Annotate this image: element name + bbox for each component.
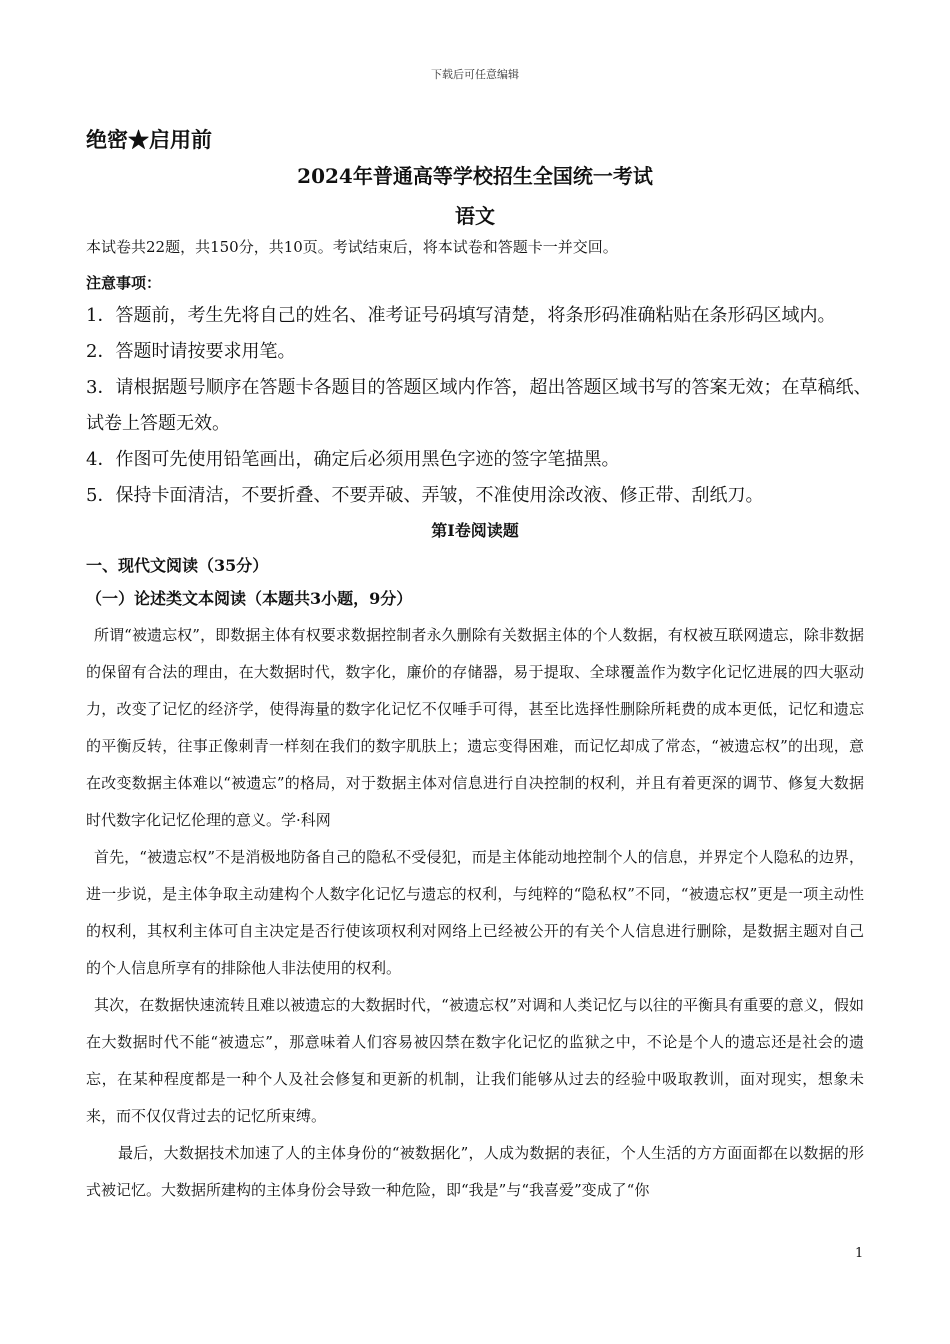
note-item: 3．请根据题号顺序在答题卡各题目的答题区域内作答，超出答题区域书写的答案无效；在草稿纸、试卷上答题无效。 [86,377,872,434]
passage-paragraph: 首先，“被遗忘权”不是消极地防备自己的隐私不受侵犯，而是主体能动地控制个人的信息，并界定个人隐私的边界，进一步说，是主体争取主动建构个人数字化记忆与遗忘的权利，与纯粹的“隐私权”不同，“被遗忘权”更是一项主动性的权利，其权利主体可自主决定是否行使该项权利对网络上已经被公开的有关个人信息进行删除，是数据主题对自己的个人信息所享有的排除他人非法使用的权利。 [86,848,864,977]
note-item: 5．保持卡面清洁，不要折叠、不要弄破、弄皱，不准使用涂改液、修正带、刮纸刀。 [86,485,764,506]
part-title: 第Ⅰ卷阅读题 [431,521,519,540]
note-item: 2．答题时请按要求用笔。 [86,341,296,362]
notes-list [86,298,886,514]
secret-label: 绝密★启用前 [86,127,212,152]
passage-paragraph: 最后，大数据技术加速了人的主体身份的“被数据化”，人成为数据的表征，个人生活的方方面面都在以数据的形式被记忆。大数据所建构的主体身份会导致一种危险，即“我是”与“我喜爱”变成了“你 [86,1144,864,1199]
section-title: 一、现代文阅读（35分） [86,556,269,575]
page-number: 1 [855,1246,864,1261]
subject-title: 语文 [455,204,495,228]
subsection-title: （一）论述类文本阅读（本题共3小题，9分） [86,589,413,608]
download-note: 下载后可任意编辑 [431,68,519,81]
note-item: 1．答题前，考生先将自己的姓名、准考证号码填写清楚，将条形码准确粘贴在条形码区域内。 [86,305,836,326]
passage-paragraph: 所谓“被遗忘权”，即数据主体有权要求数据控制者永久删除有关数据主体的个人数据，有权被互联网遗忘，除非数据的保留有合法的理由，在大数据时代，数字化，廉价的存储器，易于提取、全球覆盖作为数字化记忆进展的四大驱动力，改变了记忆的经济学，使得海量的数字化记忆不仅唾手可得，甚至比选择性删除所耗费的成本更低，记忆和遗忘的平衡反转，往事正像刺青一样刻在我们的数字肌肤上；遗忘变得困难，而记忆却成了常态，“被遗忘权”的出现，意在改变数据主体难以“被遗忘”的格局，对于数据主体对信息进行自决控制的权利，并且有着更深的调节、修复大数据时代数字化记忆伦理的意义。学·科网 [86,626,864,829]
note-item: 4．作图可先使用铅笔画出，确定后必须用黑色字迹的签字笔描黑。 [86,449,620,470]
exam-title: 2024年普通高等学校招生全国统一考试 [297,164,653,188]
notes-heading: 注意事项： [86,274,162,292]
exam-intro: 本试卷共22题，共150分，共10页。考试结束后，将本试卷和答题卡一并交回。 [86,238,618,256]
passage-paragraph: 其次，在数据快速流转且难以被遗忘的大数据时代，“被遗忘权”对调和人类记忆与以往的平衡具有重要的意义，假如在大数据时代不能“被遗忘”，那意味着人们容易被囚禁在数字化记忆的监狱之中，不论是个人的遗忘还是社会的遗忘，在某种程度都是一种个人及社会修复和更新的机制，让我们能够从过去的经验中吸取教训，面对现实，想象未来，而不仅仅背过去的记忆所束缚。 [86,996,864,1125]
reading-passage [86,617,864,1209]
